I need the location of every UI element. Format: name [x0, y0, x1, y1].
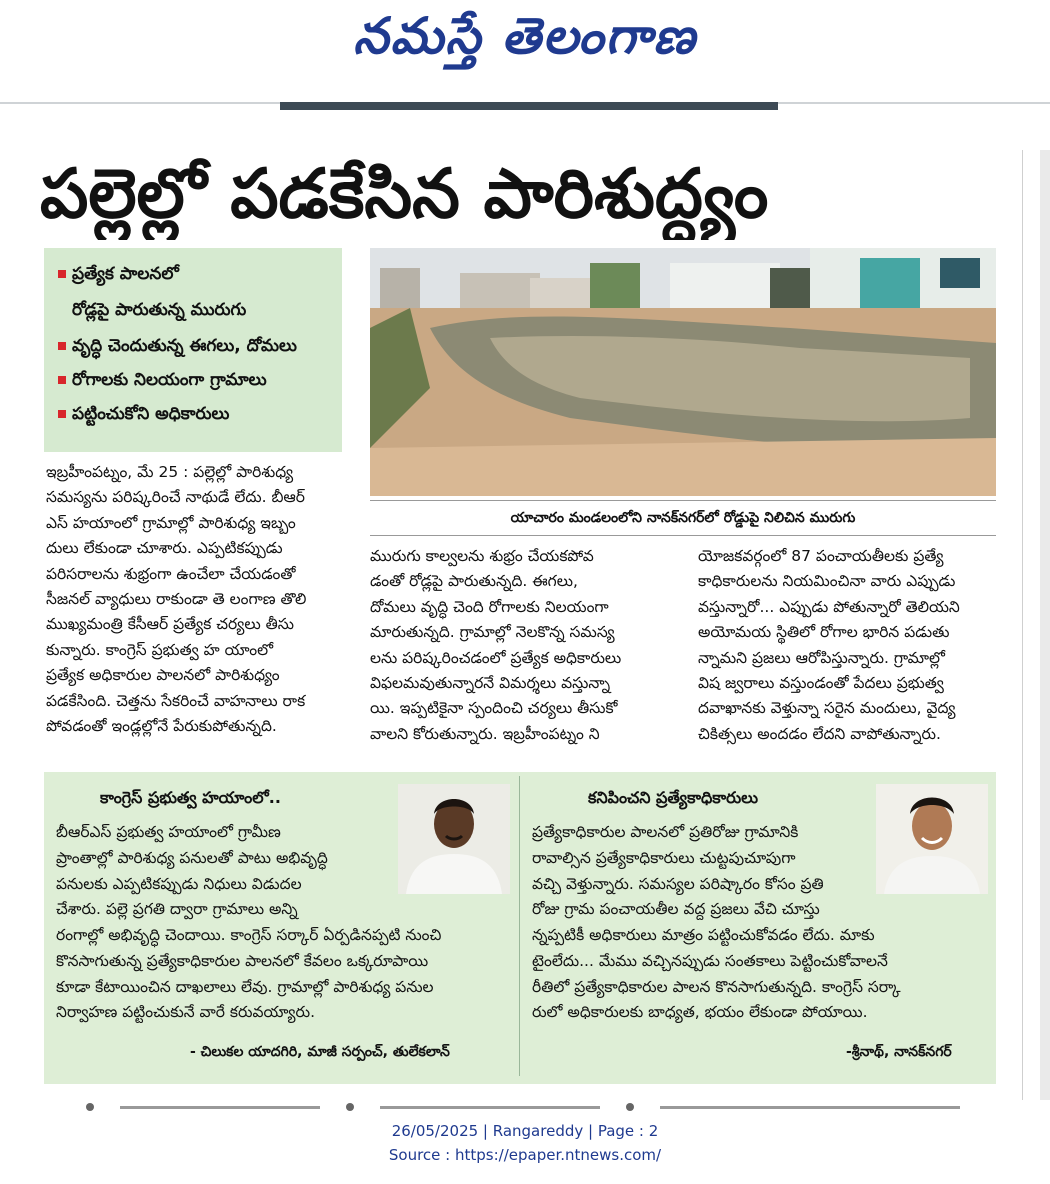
- text-line: పడకేసింది. చెత్తను సేకరించే వాహనాలు రాక: [46, 691, 306, 710]
- text-line: ఎస్ హయాంలో గ్రామాల్లో పారిశుధ్య ఇబ్బం: [46, 513, 296, 532]
- headline: పల్లెల్లో పడకేసిన పారిశుద్ధ్యం: [40, 155, 769, 234]
- text-line: దవాఖానకు వెళ్తున్నా సరైన మందులు, వైద్య: [698, 699, 956, 718]
- text-line: దులు లేకుండా చూశారు. ఎప్పటికప్పుడు: [46, 539, 283, 558]
- text-line: డంతో రోడ్లపై పారుతున్నది. ఈగలు,: [370, 572, 578, 591]
- text-line: ముఖ్యమంత్రి కేసీఆర్ ప్రత్యేక చర్యలు తీసు: [46, 615, 294, 634]
- text-line: చేశారు. పల్లె ప్రగతి ద్వారా గ్రామాలు అన్ని: [56, 900, 298, 919]
- masthead-logo: నమస్తే తెలంగాణ: [353, 6, 697, 65]
- text-line: కాధికారులను నియమించినా వారు ఎప్పుడు: [698, 572, 956, 591]
- footer-source-link[interactable]: Source : https://epaper.ntnews.com/: [388, 1146, 662, 1164]
- quote-right-byline: -శ్రీనాథ్, నానక్‌నగర్: [846, 1044, 952, 1060]
- adjacent-page-strip: [1040, 150, 1050, 1100]
- news-photo: [370, 248, 996, 496]
- text-line: రీతిలో ప్రత్యేకాధికారుల పాలన కొనసాగుతున్నది. కాంగ్రెస్ సర్కా: [532, 977, 901, 996]
- text-line: సమస్యను పరిష్కరించే నాథుడే లేదు. బీఆర్: [46, 488, 305, 507]
- masthead: [0, 0, 1050, 100]
- text-line: పనులకు ఎప్పటికప్పుడు నిధులు విడుదల: [56, 874, 302, 893]
- text-line: రావాల్సిన ప్రత్యేకాధికారులు చుట్టపుచూపుగా: [532, 848, 796, 867]
- text-line: ఇబ్రహీంపట్నం, మే 25 : పల్లెల్లో పారిశుధ్య: [46, 463, 294, 481]
- column-divider: [1022, 150, 1023, 1100]
- text-line: వస్తున్నారో... ఎప్పుడు పోతున్నారో తెలియని: [698, 597, 960, 616]
- text-line: న్నామని ప్రజలు ఆరోపిస్తున్నారు. గ్రామాల్లో: [698, 648, 946, 667]
- article-column-1: [46, 460, 364, 739]
- text-line: చికిత్సలు అందడం లేదని వాపోతున్నారు.: [698, 724, 941, 743]
- portrait-right: [876, 784, 988, 894]
- text-line: లను పరిష్కరించడంలో ప్రత్యేక అధికారులు: [370, 648, 622, 667]
- text-line: నిర్వాహణ పట్టించుకునే వారే కరువయ్యారు.: [56, 1003, 316, 1022]
- masthead-accent-bar: [280, 102, 778, 110]
- person-photo-icon: [876, 784, 988, 894]
- text-line: న్నప్పటికీ అధికారులు మాత్రం పట్టించుకోవడం లేదు. మాకు: [532, 926, 875, 944]
- bullet-icon: [58, 342, 66, 350]
- bullet-icon: [58, 410, 66, 418]
- quotes-divider: [519, 776, 520, 1076]
- highlights-box: [44, 248, 342, 452]
- text-line: పోవడంతో ఇండ్లల్లోనే పేరుకుపోతున్నది.: [46, 716, 277, 735]
- quote-right-body-top: [532, 820, 872, 923]
- person-photo-icon: [398, 784, 510, 894]
- text-line: విష జ్వరాలు వస్తుండంతో పేదలు ప్రభుత్వ: [698, 673, 944, 692]
- footer-date-edition: 26/05/2025 | Rangareddy | Page : 2: [391, 1122, 659, 1140]
- text-line: మురుగు కాల్వలను శుభ్రం చేయకపోవ: [370, 547, 594, 565]
- quote-right-title: కనిపించని ప్రత్యేకాధికారులు: [588, 788, 759, 807]
- text-line: వచ్చి వెళ్తున్నారు. సమస్యల పరిష్కారం కోసం ప్రతి: [532, 874, 824, 893]
- text-line: రులో అధికారులకు బాధ్యత, భయం లేకుండా పోయాయి.: [532, 1003, 868, 1022]
- text-line: కొనసాగుతున్న ప్రత్యేకాధికారుల పాలనలో కేవలం ఒక్కరూపాయి: [56, 951, 429, 970]
- quote-left-body-top: [56, 820, 396, 923]
- highlight-item: రోడ్లపై పారుతున్న మురుగు: [72, 300, 247, 320]
- text-line: ప్రత్యేక అధికారుల పాలనలో పారిశుధ్యం: [46, 666, 280, 685]
- village-road-sewage-photo: [370, 248, 996, 496]
- quote-left-title: కాంగ్రెస్ ప్రభుత్వ హయాంలో..: [100, 788, 281, 807]
- cut-off-text-row: [60, 1096, 1020, 1106]
- text-line: ప్రాంతాల్లో పారిశుధ్య పనులతో పాటు అభివృద్ధి: [56, 848, 328, 867]
- quote-left-byline: - చిలుకల యాదగిరి, మాజీ సర్పంచ్, తులేకలాన్: [190, 1044, 450, 1060]
- text-line: రంగాల్లో అభివృద్ధి చెందాయి. కాంగ్రెస్ సర్కార్ ఏర్పడినప్పటి నుంచి: [56, 926, 442, 944]
- text-line: కూడా కేటాయించిన దాఖలాలు లేవు. గ్రామాల్లో పారిశుధ్య పనుల: [56, 977, 434, 996]
- portrait-left: [398, 784, 510, 894]
- text-line: యోజకవర్గంలో 87 పంచాయతీలకు ప్రత్యే: [698, 547, 944, 565]
- text-line: విఫలమవుతున్నారనే విమర్శలు వస్తున్నా: [370, 673, 611, 692]
- bullet-icon: [58, 376, 66, 384]
- highlight-item: వృద్ధి చెందుతున్న ఈగలు, దోమలు: [58, 336, 297, 360]
- highlight-item: రోగాలకు నిలయంగా గ్రామాలు: [58, 370, 267, 394]
- highlight-item: పట్టించుకోని అధికారులు: [58, 404, 229, 428]
- text-line: రోజు గ్రామ పంచాయతీల వద్ద ప్రజలు వేచి చూస్తు: [532, 900, 820, 919]
- text-line: అయోమయ స్థితిలో రోగాల భారిన పడుతు: [698, 623, 950, 642]
- bullet-icon: [58, 270, 66, 278]
- text-line: టైంలేదు... మేము వచ్చినప్పుడు సంతకాలు పెట్టించుకోవాలనే: [532, 951, 888, 970]
- text-line: మారుతున్నది. గ్రామాల్లో నెలకొన్న సమస్య: [370, 623, 615, 642]
- article-column-3: [698, 544, 998, 747]
- article-column-2: [370, 544, 686, 747]
- text-line: పరిసరాలను శుభ్రంగా ఉంచేలా చేయడంతో: [46, 564, 296, 583]
- text-line: సీజనల్ వ్యాధులు రాకుండా తె లంగాణ తొలి: [46, 589, 307, 608]
- photo-caption: యాచారం మండలంలోని నానక్‌నగర్‌లో రోడ్డుపై నిలిచిన మురుగు: [370, 500, 996, 536]
- highlight-item: ప్రత్యేక పాలనలో: [58, 264, 179, 288]
- quote-left-body-bottom: [56, 923, 514, 1026]
- text-line: దోమలు వృద్ధి చెంది రోగాలకు నిలయంగా: [370, 597, 609, 616]
- text-line: వాలని కోరుతున్నారు. ఇబ్రహీంపట్నం ని: [370, 724, 600, 743]
- text-line: కున్నారు. కాంగ్రెస్ ప్రభుత్వ హ యాంలో: [46, 640, 274, 659]
- text-line: యి. ఇప్పటికైనా స్పందించి చర్యలు తీసుకో: [370, 699, 618, 718]
- quote-right-body-bottom: [532, 923, 992, 1026]
- text-line: బీఆర్ఎస్ ప్రభుత్వ హయాంలో గ్రామీణ: [56, 823, 281, 841]
- text-line: ప్రత్యేకాధికారుల పాలనలో ప్రతిరోజు గ్రామానికి: [532, 823, 799, 841]
